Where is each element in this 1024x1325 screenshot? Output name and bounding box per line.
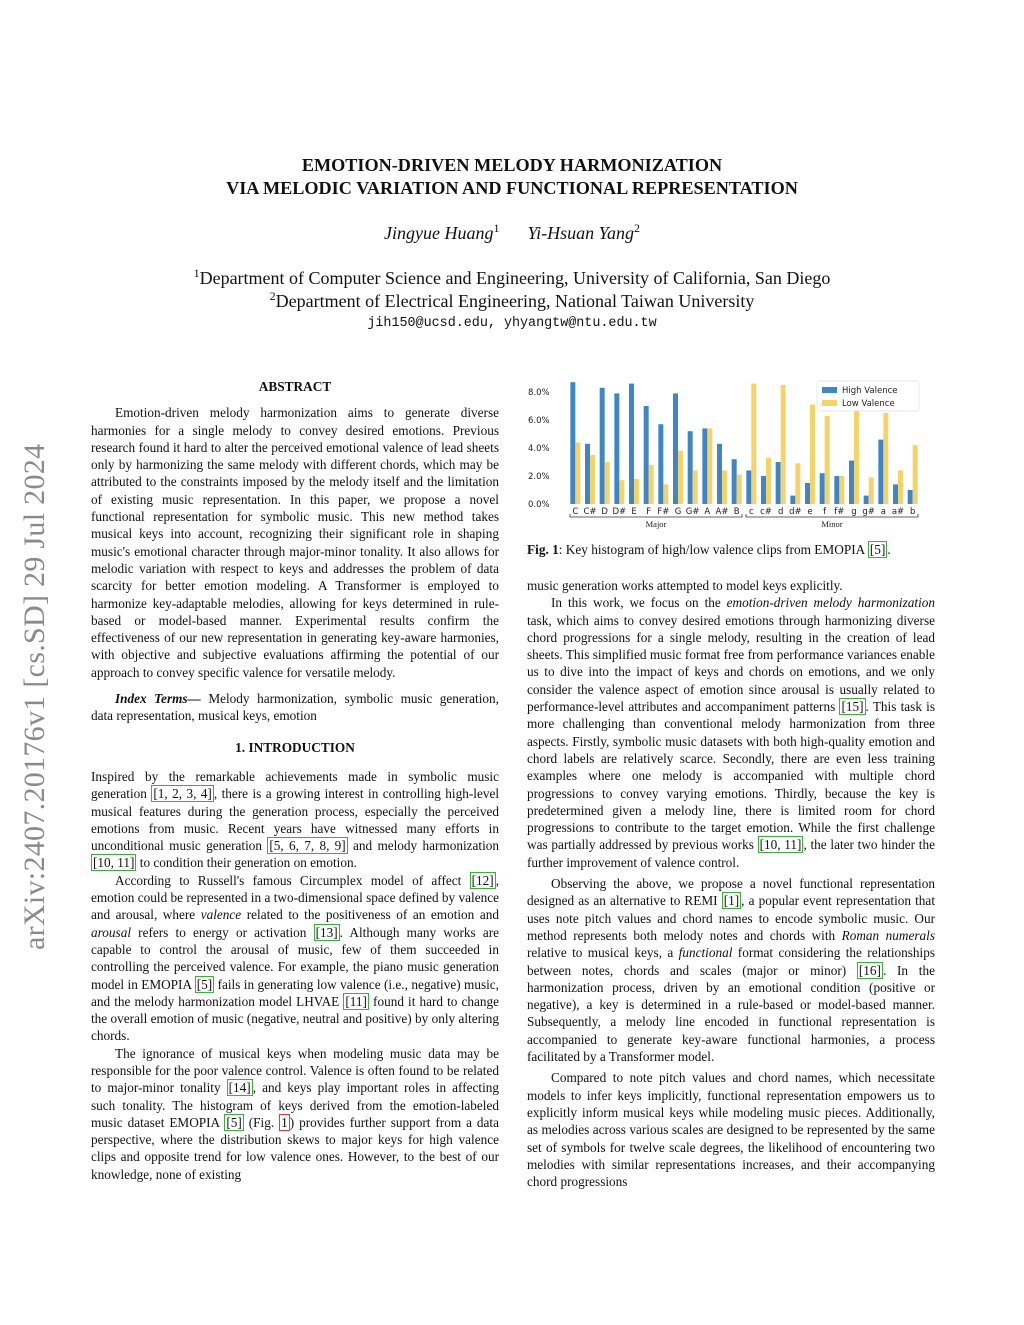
x-tick-label: a# — [891, 507, 905, 517]
bar-high-valence — [820, 473, 825, 504]
figure-link[interactable]: 1 — [281, 1114, 288, 1130]
x-tick-label: B — [733, 507, 740, 517]
citation-link[interactable]: [14] — [228, 1080, 251, 1096]
index-terms — [91, 690, 499, 725]
x-tick-label: G — [674, 507, 682, 517]
y-tick-label: 0.0% — [528, 500, 550, 510]
x-tick-label: A# — [715, 507, 729, 517]
x-tick-label: d# — [789, 507, 802, 517]
author-emails: jih150@ucsd.edu, yhyangtw@ntu.edu.tw — [367, 316, 657, 331]
x-tick-label: F# — [657, 507, 670, 517]
bar-high-valence — [614, 393, 619, 504]
affiliation-2 — [0, 289, 1024, 312]
title-line-1: EMOTION-DRIVEN MELODY HARMONIZATION — [301, 155, 723, 175]
x-tick-label: g — [851, 507, 857, 517]
x-tick-label: E — [631, 507, 637, 517]
bar-low-valence — [722, 470, 727, 504]
citation-link[interactable]: [12] — [471, 872, 494, 888]
title-line-2: VIA MELODIC VARIATION AND FUNCTIONAL REPRESENTATION — [226, 178, 798, 198]
bar-low-valence — [634, 479, 639, 504]
bar-low-valence — [781, 385, 786, 504]
bar-low-valence — [883, 413, 888, 504]
x-tick-label: d — [777, 507, 784, 517]
bar-high-valence — [644, 406, 649, 504]
bar-low-valence — [854, 409, 859, 504]
affiliation-2-text: Department of Electrical Engineering, National Taiwan University — [275, 291, 755, 311]
affiliation-2-mark: 2 — [269, 289, 276, 303]
bar-high-valence — [790, 496, 795, 504]
citation-link[interactable]: [5] — [196, 976, 213, 992]
bar-high-valence — [600, 388, 605, 504]
x-tick-label: C# — [583, 507, 597, 517]
affiliation-1-mark: 1 — [193, 266, 200, 280]
citation-link[interactable]: [15] — [841, 699, 864, 715]
arxiv-sidebar-stamp: arXiv:2407.20176v1 [cs.SD] 29 Jul 2024 — [18, 443, 51, 950]
bar-low-valence — [751, 384, 756, 504]
bar-low-valence — [707, 428, 712, 504]
citation-link[interactable]: [5, 6, 7, 8, 9] — [269, 838, 346, 854]
x-tick-label: c — [748, 507, 754, 517]
citation-link[interactable]: [10, 11] — [759, 837, 802, 853]
x-tick-label: a — [880, 507, 886, 517]
right-paragraph-0: music generation works attempted to model keys explicitly. — [527, 578, 843, 593]
bar-low-valence — [575, 442, 580, 504]
abstract-text: Emotion-driven melody harmonization aims to generate diverse harmonies for a single melody to convey desired emotions. Previous research found it hard to alter the perceived emotional valence of lead sheets only by harmonizing the same melody with different chords, which may be attributed to the constraints imposed by the melody itself and the limitation of existing music representation. In this paper, we propose a novel functional representation for symbolic music. This new method takes musical keys into account, recognizing their significant role in shaping music's emotional character through major-minor tonality. It also allows for melodic variation with respect to keys and addresses the problem of data scarcity for better emotion modeling. A Transformer is employed to harmonize key-adaptable melodies, allowing for keys determined in rule-based or model-based manner. Experimental results confirm the effectiveness of our new representation in generating key-aware harmonies, with objective and subjective evaluations affirming the potential of our approach to convey specific valence for versatile melody. — [91, 405, 499, 680]
y-tick-label: 2.0% — [528, 472, 550, 482]
bar-high-valence — [834, 476, 839, 504]
citation-link[interactable]: [13] — [315, 924, 338, 940]
intro-paragraph-3: The ignorance of musical keys when modeling music data may be responsible for the poor valence control. Valence is often found to be related to major-minor tonality [14] , and keys play important roles in affecting such tonality. The histogram of keys derived from the emotion-labeled music dataset EMOPIA [5] (Fig. 1 ) provides further support from a data perspective, where the distribution skews to major keys for high valence clips and opposite trend for low valence ones. However, to the best of our knowledge, none of existing — [91, 1045, 500, 1182]
index-terms-text: Melody harmonization, symbolic music generation, data representation, musical keys, emotion — [91, 691, 499, 724]
bar-low-valence — [913, 445, 918, 504]
paper-title — [0, 154, 1024, 200]
introduction-heading: 1. INTRODUCTION — [235, 739, 355, 755]
x-tick-label: f# — [834, 507, 845, 517]
x-tick-label: e — [807, 507, 813, 517]
key-histogram-chart — [522, 374, 932, 534]
right-paragraph-3: Compared to note pitch values and chord names, which necessitate models to infer keys implicitly, functional representation empowers us to explicitly inform musical keys while modeling music pieces. Additionally, as melodies across various scales are designed to be represented by the same set of symbols for twelve scale degrees, the likelihood of encountering two melodies with similar representations increases, and their accompanying chord progressions — [527, 1070, 935, 1190]
affiliation-1 — [0, 266, 1024, 289]
bar-low-valence — [810, 405, 815, 504]
left-column — [91, 378, 499, 1183]
intro-paragraph-2: According to Russell's famous Circumplex model of affect [12] , emotion could be represented in a two-dimensional space defined by valence and arousal, where valence related to the positiveness of an emotion and arousal refers to energy or activation [13] . Although many works are capable to control the arousal of music, few of them succeeded in controlling the perceived valence. For example, the piano music generation model in EMOPIA [5] fails in generating low valence (i.e., negative) music, and the melody harmonization model LHVAE [11] found it hard to change the overall emotion of music (negative, neutral and positive) by only altering chords. — [91, 872, 499, 1044]
bar-low-valence — [898, 470, 903, 504]
citation-link[interactable]: [5] — [869, 542, 886, 557]
bar-high-valence — [746, 470, 751, 504]
bar-low-valence — [678, 451, 683, 504]
bar-low-valence — [839, 476, 844, 504]
bar-high-valence — [658, 424, 663, 504]
bar-high-valence — [688, 431, 693, 504]
citation-link[interactable]: [16] — [858, 962, 881, 978]
bar-low-valence — [825, 416, 830, 504]
bar-high-valence — [673, 393, 678, 504]
group-label: Major — [645, 519, 667, 529]
x-tick-label: g# — [862, 507, 875, 517]
bar-high-valence — [761, 476, 766, 504]
bar-high-valence — [570, 382, 575, 504]
bar-low-valence — [737, 475, 742, 504]
bar-low-valence — [605, 462, 610, 504]
y-tick-label: 4.0% — [528, 444, 550, 454]
figure-caption: Fig. 1: Key histogram of high/low valence clips from EMOPIA [5] . — [527, 542, 891, 557]
bar-low-valence — [590, 455, 595, 504]
citation-link[interactable]: [1] — [723, 893, 740, 909]
bar-high-valence — [849, 461, 854, 504]
bar-high-valence — [805, 483, 810, 504]
right-paragraph-1: In this work, we focus on the emotion-driven melody harmonization task, which aims to convey desired emotions through harmonizing diverse chord progressions for a single melody, resulting in the creation of lead sheets. This simplified music format free from performance variances enable us to dive into the impact of keys and chords on emotions, and we only consider the valence aspect of emotion since arousal is usually related to performance-level attributes and accompaniment patterns [15] . This task is more challenging than conventional melody harmonization from three aspects. Firstly, symbolic music datasets with both high-quality emotion and chord labels are relatively scarce. Secondly, there are even less training examples where one melody is accompanied with multiple chord progressions to convey varying emotions. Thirdly, because the key is predetermined given a melody line, there is limited room for chord progressions to contribute to the target emotion. While the first challenge was partially addressed by previous works [10, 11] , the later two hinder the further improvement of valence control. — [527, 595, 935, 870]
author-2-affil-mark: 2 — [634, 221, 640, 235]
bar-high-valence — [717, 444, 722, 504]
index-terms-label: Index Terms— — [115, 691, 201, 707]
citation-link[interactable]: [10, 11] — [93, 855, 135, 871]
citation-link[interactable]: [1, 2, 3, 4] — [153, 786, 212, 802]
bar-low-valence — [693, 470, 698, 504]
right-column — [527, 577, 935, 1190]
bar-high-valence — [878, 440, 883, 504]
bar-low-valence — [766, 458, 771, 504]
bar-low-valence — [619, 480, 624, 504]
author-2: Yi-Hsuan Yang — [527, 223, 634, 243]
legend-entry: High Valence — [842, 386, 898, 396]
bar-low-valence — [869, 477, 874, 504]
x-tick-label: A — [704, 507, 711, 517]
bar-high-valence — [893, 484, 898, 504]
y-tick-label: 8.0% — [528, 388, 550, 398]
x-tick-label: G# — [685, 507, 700, 517]
x-tick-label: C — [572, 507, 579, 517]
bar-high-valence — [629, 384, 634, 504]
group-label: Minor — [821, 519, 843, 529]
author-1-affil-mark: 1 — [493, 221, 500, 235]
citation-link[interactable]: [5] — [226, 1114, 242, 1130]
x-tick-label: D# — [612, 507, 627, 517]
bar-high-valence — [585, 444, 590, 504]
intro-paragraph-1: Inspired by the remarkable achievements made in symbolic music generation [1, 2, 3, 4] , there is a growing interest in controlling high-level musical features during the generation process, especially the perceived emotions from music. Recent years have witnessed many efforts in unconditional music generation [5, 6, 7, 8, 9] and melody harmonization [10, 11] to condition their generation on emotion. — [91, 768, 500, 871]
author-1: Jingyue Huang — [383, 223, 494, 243]
affiliation-1-text: Department of Computer Science and Engineering, University of California, San Diego — [199, 268, 831, 288]
citation-link[interactable]: [11] — [345, 993, 367, 1009]
abstract-heading: ABSTRACT — [258, 379, 332, 394]
y-tick-label: 6.0% — [528, 416, 550, 426]
x-tick-label: D — [601, 507, 608, 517]
legend-entry: Low Valence — [842, 399, 895, 409]
figure-label: Fig. 1 — [527, 542, 559, 557]
bar-low-valence — [663, 484, 668, 504]
bar-high-valence — [732, 459, 737, 504]
bar-low-valence — [795, 463, 800, 504]
x-tick-label: f — [823, 507, 827, 517]
bar-high-valence — [702, 428, 707, 504]
bar-high-valence — [864, 496, 869, 504]
right-paragraph-2: Observing the above, we propose a novel functional representation designed as an alternative to REMI [1] , a popular event representation that uses note pitch values and chord names to encode symbolic music. Our method represents both melody notes and chords with Roman numerals relative to musical keys, a functional format considering the relationships between notes, chords and scales (major or minor) [16] . In the harmonization process, driven by an emotional condition (positive or negative), a key is determined in a rule-based or model-based manner. Subsequently, a melody line encoded in functional representation is accompanied to generate key-aware functional harmonies, a process facilitated by a Transformer model. — [527, 876, 935, 1065]
x-tick-label: F — [646, 507, 652, 517]
legend-swatch — [822, 387, 837, 393]
bar-low-valence — [649, 465, 654, 504]
bar-high-valence — [908, 490, 913, 504]
x-tick-label: b — [909, 507, 916, 517]
x-tick-label: c# — [760, 507, 772, 517]
author-list — [0, 221, 1024, 244]
legend-swatch — [822, 400, 837, 406]
bar-high-valence — [776, 462, 781, 504]
